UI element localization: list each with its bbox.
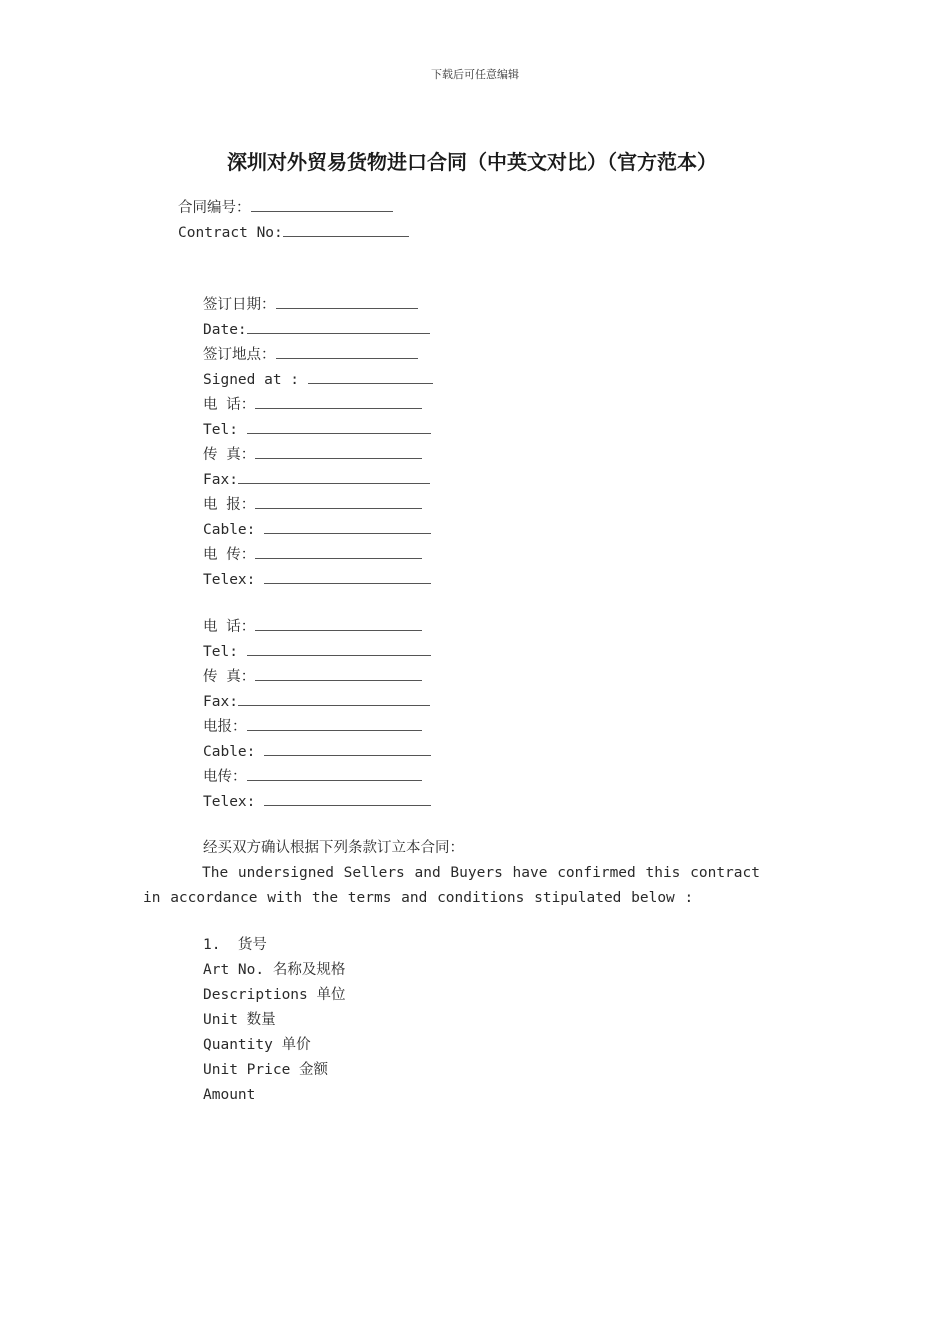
clause-1-line: Descriptions 单位	[203, 987, 346, 1003]
confirmation-en: The undersigned Sellers and Buyers have confirmed this contract in accordance with the terms and conditions stipulated below :	[143, 865, 760, 906]
buyer-telex-cn-label: 电传：	[203, 769, 247, 785]
buyer-fax-cn-row	[203, 667, 422, 687]
seller-fax-cn-row	[203, 445, 422, 465]
buyer-fax-cn-blank[interactable]	[255, 667, 422, 681]
confirmation-cn: 经买双方确认根据下列条款订立本合同：	[203, 840, 464, 856]
buyer-cable-cn-blank[interactable]	[247, 717, 422, 731]
buyer-fax-en-row	[203, 692, 430, 712]
clause-1-line: Amount	[203, 1087, 256, 1103]
contract-no-en-blank[interactable]	[283, 223, 409, 237]
sign-place-en-label: Signed at :	[203, 372, 300, 388]
seller-telex-cn-row	[203, 545, 422, 565]
seller-cable-en-label: Cable:	[203, 522, 256, 538]
seller-tel-en-blank[interactable]	[247, 420, 431, 434]
seller-cable-en-row	[203, 520, 431, 540]
buyer-tel-cn-row	[203, 617, 422, 637]
seller-telex-en-label: Telex:	[203, 572, 256, 588]
clause-1-line: Art No. 名称及规格	[203, 962, 346, 978]
buyer-telex-cn-blank[interactable]	[247, 767, 422, 781]
sign-date-en-blank[interactable]	[247, 320, 430, 334]
seller-tel-en-row	[203, 420, 431, 440]
clause-1-line: Unit Price 金额	[203, 1062, 329, 1078]
sign-date-cn-blank[interactable]	[276, 295, 418, 309]
buyer-cable-en-row	[203, 742, 431, 762]
sign-place-cn-blank[interactable]	[276, 345, 418, 359]
sign-date-cn-row	[203, 295, 418, 315]
buyer-tel-cn-label: 电 话：	[203, 619, 256, 635]
sign-date-en-row	[203, 320, 430, 340]
document-title: 深圳对外贸易货物进口合同（中英文对比）（官方范本）	[227, 150, 717, 174]
seller-tel-cn-row	[203, 395, 422, 415]
buyer-fax-en-label: Fax:	[203, 694, 238, 710]
seller-telex-en-row	[203, 570, 431, 590]
seller-fax-en-row	[203, 470, 430, 490]
seller-telex-cn-blank[interactable]	[255, 545, 422, 559]
seller-tel-cn-label: 电 话：	[203, 397, 256, 413]
sign-date-cn-label: 签订日期：	[203, 297, 276, 313]
seller-cable-cn-blank[interactable]	[255, 495, 422, 509]
sign-date-en-label: Date:	[203, 322, 247, 338]
clause-1-line: 1. 货号	[203, 937, 267, 953]
seller-fax-cn-blank[interactable]	[255, 445, 422, 459]
seller-tel-en-label: Tel:	[203, 422, 238, 438]
header-note: 下载后可任意编辑	[431, 68, 519, 81]
buyer-tel-en-blank[interactable]	[247, 642, 431, 656]
buyer-cable-cn-row	[203, 717, 422, 737]
contract-no-cn-blank[interactable]	[251, 198, 393, 212]
seller-cable-cn-label: 电 报：	[203, 497, 256, 513]
seller-telex-en-blank[interactable]	[264, 570, 431, 584]
contract-no-en-row	[178, 223, 409, 243]
seller-fax-en-blank[interactable]	[238, 470, 430, 484]
contract-no-cn-row	[178, 198, 393, 218]
contract-no-cn-label: 合同编号：	[178, 200, 251, 216]
seller-cable-cn-row	[203, 495, 422, 515]
seller-tel-cn-blank[interactable]	[255, 395, 422, 409]
buyer-fax-en-blank[interactable]	[238, 692, 430, 706]
buyer-tel-cn-blank[interactable]	[255, 617, 422, 631]
buyer-tel-en-row	[203, 642, 431, 662]
buyer-tel-en-label: Tel:	[203, 644, 238, 660]
buyer-telex-cn-row	[203, 767, 422, 787]
contract-no-en-label: Contract No:	[178, 225, 283, 241]
sign-place-en-row	[203, 370, 433, 390]
seller-cable-en-blank[interactable]	[264, 520, 431, 534]
buyer-telex-en-label: Telex:	[203, 794, 256, 810]
buyer-telex-en-row	[203, 792, 431, 812]
clause-1-line: Unit 数量	[203, 1012, 276, 1028]
buyer-fax-cn-label: 传 真：	[203, 669, 256, 685]
sign-place-cn-label: 签订地点：	[203, 347, 276, 363]
buyer-cable-en-label: Cable:	[203, 744, 256, 760]
seller-telex-cn-label: 电 传：	[203, 547, 256, 563]
sign-place-cn-row	[203, 345, 418, 365]
buyer-telex-en-blank[interactable]	[264, 792, 431, 806]
buyer-cable-en-blank[interactable]	[264, 742, 431, 756]
seller-fax-cn-label: 传 真：	[203, 447, 256, 463]
clause-1-line: Quantity 单价	[203, 1037, 311, 1053]
buyer-cable-cn-label: 电报：	[203, 719, 247, 735]
seller-fax-en-label: Fax:	[203, 472, 238, 488]
sign-place-en-blank[interactable]	[308, 370, 433, 384]
